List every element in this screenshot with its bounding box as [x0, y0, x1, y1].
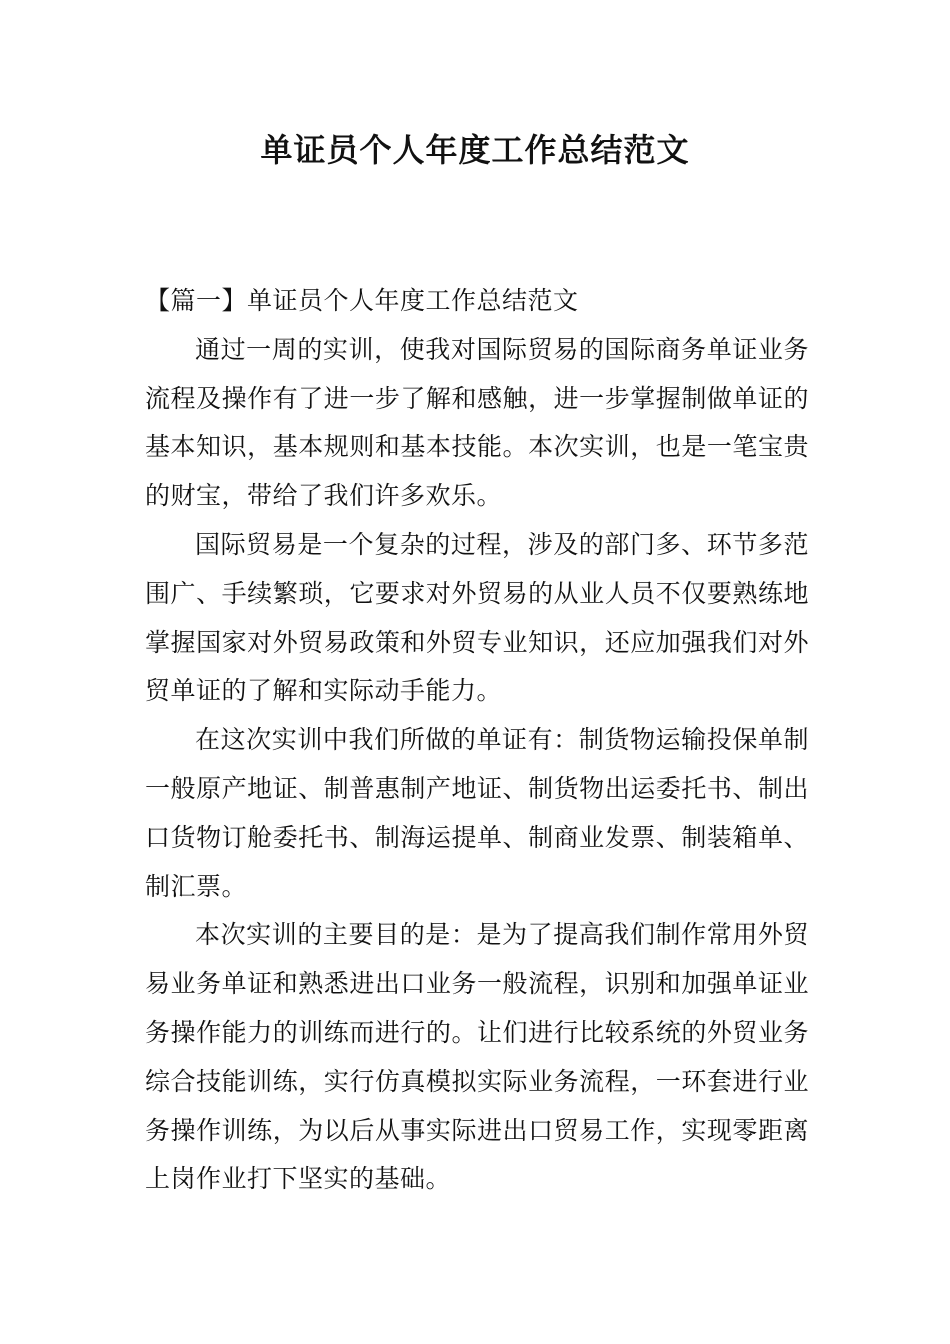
- document-body: [145, 277, 809, 1204]
- document-title: 单证员个人年度工作总结范文: [260, 131, 690, 169]
- body-paragraph-3: 在这次实训中我们所做的单证有：制货物运输投保单制一般原产地证、制普惠制产地证、制货物出运委托书、制出口货物订舱委托书、制海运提单、制商业发票、制装箱单、制汇票。: [145, 725, 809, 901]
- section-heading: 【篇一】单证员个人年度工作总结范文: [145, 286, 579, 315]
- body-paragraph-2: 国际贸易是一个复杂的过程，涉及的部门多、环节多范围广、手续繁琐，它要求对外贸易的从业人员不仅要熟练地掌握国家对外贸易政策和外贸专业知识，还应加强我们对外贸单证的了解和实际动手能力。: [145, 529, 809, 706]
- body-paragraph-1: 通过一周的实训，使我对国际贸易的国际商务单证业务流程及操作有了进一步了解和感触，进一步掌握制做单证的基本知识，基本规则和基本技能。本次实训，也是一笔宝贵的财宝，带给了我们许多欢乐。: [145, 334, 809, 511]
- body-paragraph-4: 本次实训的主要目的是：是为了提高我们制作常用外贸易业务单证和熟悉进出口业务一般流程，识别和加强单证业务操作能力的训练而进行的。让们进行比较系统的外贸业务综合技能训练，实行仿真模拟实际业务流程，一环套进行业务操作训练，为以后从事实际进出口贸易工作，实现零距离上岗作业打下坚实的基础。: [145, 920, 809, 1194]
